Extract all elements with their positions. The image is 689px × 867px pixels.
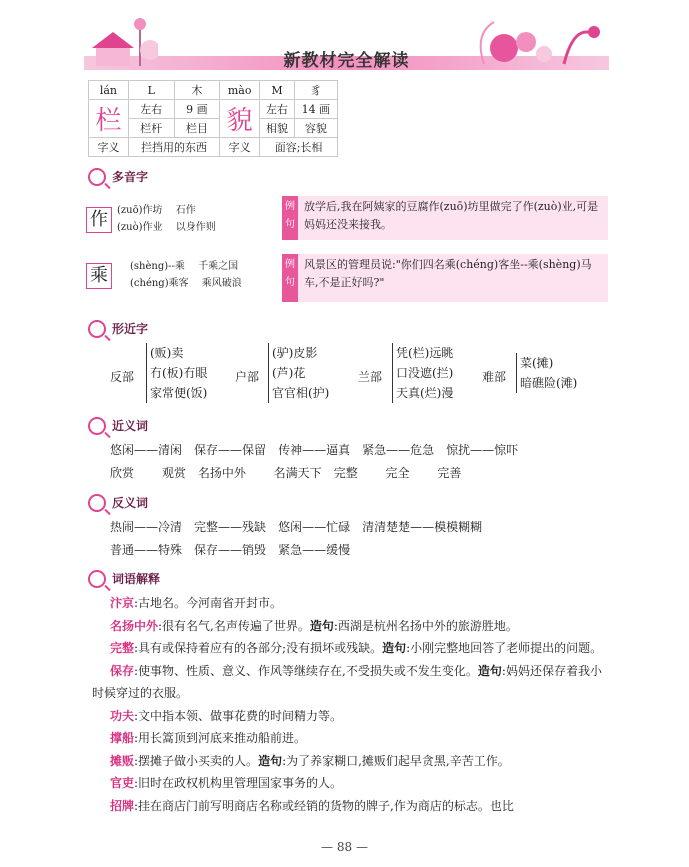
pinyin-cell: mào — [220, 81, 260, 100]
polyphone-char: 作 — [86, 207, 112, 233]
character-cell: 栏 — [89, 100, 129, 138]
jinyi-row: 悠闲——清闲 保存——保留 传神——逼真 紧急——危急 惊扰——惊吓 — [110, 443, 519, 457]
polyphone-readings: (zuō)作坊 石作 (zuò)作业 以身作则 — [117, 205, 216, 233]
magnifier-icon — [88, 570, 106, 588]
xingjin-group: (贩)卖 冇(板)冇眼 家常便(饭) — [146, 343, 207, 403]
ciyu-item: 撑船:用长篙顶到河底来推动船前进。 — [110, 731, 307, 745]
ciyu-item: 汴京:古地名。今河南省开封市。 — [110, 596, 283, 610]
example-tag: 例句 — [285, 201, 295, 230]
ciyu-list — [92, 592, 612, 817]
radical-cell: 豸 — [294, 81, 337, 100]
ciyu-item: 官吏:旧时在政权机构里管理国家事务的人。 — [110, 776, 343, 790]
xingjin-group: 凭(栏)远眺 口没遮(拦) 天真(烂)漫 — [392, 343, 453, 403]
fanyi-row: 普通——特殊 保存——销毁 紧急——缓慢 — [110, 543, 351, 557]
ciyu-item: 名扬中外:很有名气,名声传遍了世界。造句:西湖是杭州名扬中外的旅游胜地。 — [110, 618, 518, 633]
section-heading-fanyi: 反义词 — [88, 492, 148, 512]
magnifier-icon — [88, 168, 106, 186]
ciyu-item: 摊贩:摆摊子做小买卖的人。造句:为了养家糊口,摊贩们起早贪黑,辛苦工作。 — [110, 753, 510, 768]
magnifier-icon — [88, 320, 106, 338]
example-box — [282, 196, 608, 240]
structure-cell: 左右 — [128, 100, 174, 119]
xingjin-root: 户部 — [235, 370, 260, 384]
magnifier-icon — [88, 417, 106, 435]
polyphone-char: 乘 — [86, 263, 112, 289]
header-title: 新教材完全解读 — [283, 51, 410, 71]
meaning-label: 字义 — [220, 138, 260, 157]
structure-cell: 左右 — [260, 100, 295, 119]
meaning-label: 字义 — [89, 138, 129, 157]
section-heading-duoyin: 多音字 — [88, 166, 148, 186]
example-text: 放学后,我在阿姨家的豆腐作(zuō)坊里做完了作(zuò)业,可是妈妈还没来接我。 — [304, 200, 599, 231]
ciyu-item: 完整:具有或保持着应有的各部分;没有损坏或残缺。造句:小刚完整地回答了老师提出的问题。 — [110, 641, 603, 655]
index-letter-cell: M — [260, 81, 295, 100]
xingjin-root: 兰部 — [358, 370, 383, 384]
word-cell: 相貌 — [260, 119, 295, 138]
strokes-cell: 14 画 — [294, 100, 337, 119]
word-cell: 容貌 — [294, 119, 337, 138]
pinyin-cell: lán — [89, 81, 129, 100]
fanyi-row: 热闹——冷清 完整——残缺 悠闲——忙碌 清清楚楚——模模糊糊 — [110, 520, 483, 534]
section-heading-jinyi: 近义词 — [88, 415, 148, 435]
polyphone-readings: (shèng)--乘 千乘之国 (chéng)乘客 乘风破浪 — [130, 261, 242, 289]
xingjin-root: 反部 — [110, 370, 135, 384]
word-cell: 栏杆 — [128, 119, 174, 138]
magnifier-icon — [88, 494, 106, 512]
section-heading-ciyu: 词语解释 — [88, 568, 160, 588]
xingjin-group: (驴)皮影 (芦)花 官官相(护) — [268, 343, 329, 403]
example-tag: 例句 — [285, 259, 295, 288]
xingjin-group: 菜(摊) 暗礁险(滩) — [516, 353, 577, 393]
page-number: — 88 — — [321, 840, 368, 854]
strokes-cell: 9 画 — [174, 100, 220, 119]
radical-cell: 木 — [174, 81, 220, 100]
jinyi-row: 欣赏 观赏 名扬中外 名满天下 完整 完全 完善 — [110, 466, 462, 480]
example-box — [282, 254, 608, 302]
xingjin-root: 难部 — [482, 370, 507, 384]
character-cell: 貌 — [220, 100, 260, 138]
meaning-text: 拦挡用的东西 — [128, 138, 219, 157]
ciyu-item: 功夫:文中指本领、做事花费的时间精力等。 — [110, 708, 343, 723]
ciyu-item: 招牌:挂在商店门前写明商店名称或经销的货物的牌子,作为商店的标志。也比 — [110, 798, 514, 813]
word-cell: 栏目 — [174, 119, 220, 138]
section-heading-xingjin: 形近字 — [88, 318, 148, 338]
index-letter-cell: L — [128, 81, 174, 100]
meaning-text: 面容;长相 — [260, 138, 338, 157]
page-header — [84, 14, 609, 78]
example-text: 风景区的管理员说:"你们四名乘(chéng)客坐--乘(shèng)马车,不是正好吗?" — [304, 258, 592, 289]
character-table — [88, 80, 338, 157]
ciyu-item: 保存:使事物、性质、意义、作风等继续存在,不受损失或不发生变化。造句:妈妈还保存着我小时候穿过的衣服。 — [92, 663, 602, 700]
